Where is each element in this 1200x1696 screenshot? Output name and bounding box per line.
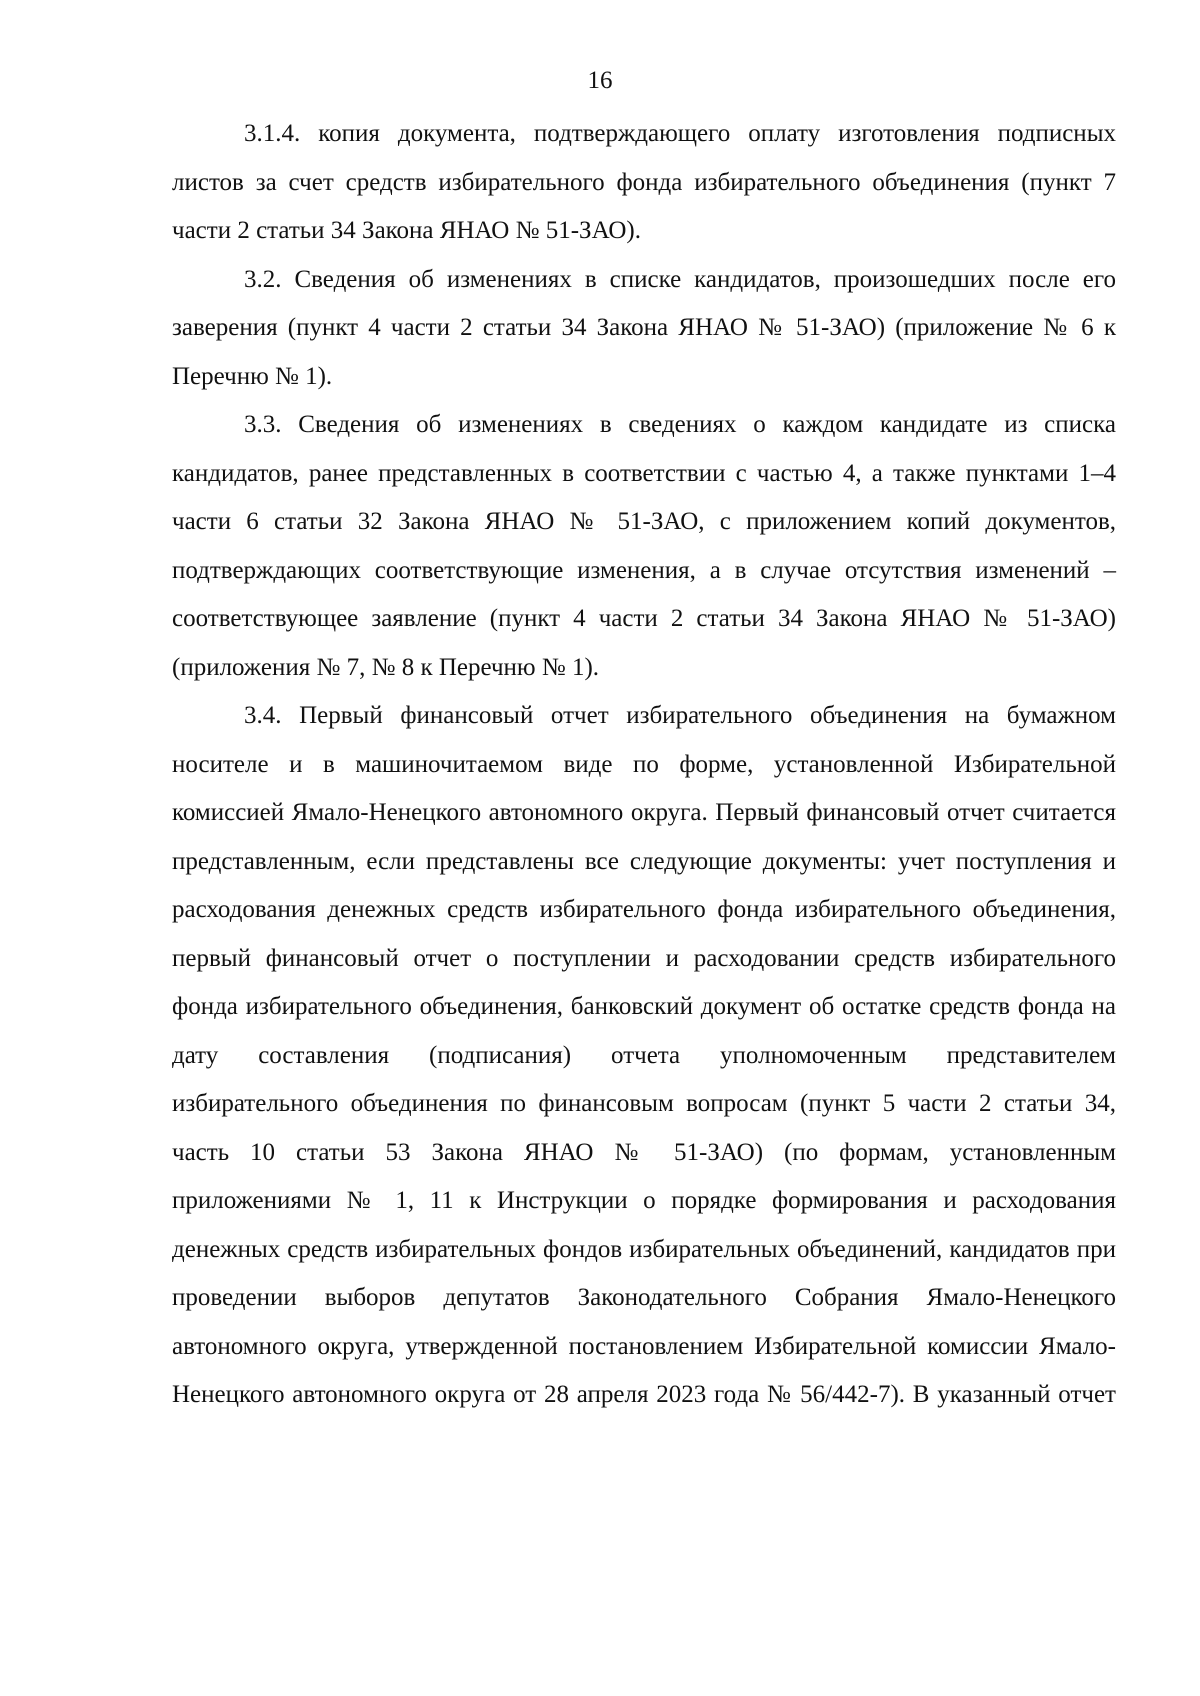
document-body bbox=[172, 110, 1116, 1420]
page-number: 16 bbox=[587, 67, 613, 94]
paragraph-3-4: 3.4. Первый финансовый отчет избирательного объединения на бумажном носителе и в машиночитаемом виде по форме, установленной Избирательной комиссией Ямало-Ненецкого автономного округа. Первый финансовый отчет считается представленным, если представлены все следующие документы: учет поступления и расходования денежных средств избирательного фонда избирательного объединения, первый финансовый отчет о поступлении и расходовании средств избирательного фонда избирательного объединения, банковский документ об остатке средств фонда на дату составления (подписания) отчета уполномоченным представителем избирательного объединения по финансовым вопросам (пункт 5 части 2 статьи 34, часть 10 статьи 53 Закона ЯНАО № 51-ЗАО) (по формам, установленным приложениями № 1, 11 к Инструкции о порядке формирования и расходования денежных средств избирательных фондов избирательных объединений, кандидатов при проведении выборов депутатов Законодательного Собрания Ямало-Ненецкого автономного округа, утвержденной постановлением Избирательной комиссии Ямало-Ненецкого автономного округа от 28 апреля 2023 года № 56/442-7). В указанный отчет bbox=[172, 702, 1116, 1408]
paragraph-3-2: 3.2. Сведения об изменениях в списке кандидатов, произошедших после его заверения (пункт 4 части 2 статьи 34 Закона ЯНАО № 51-ЗАО) (приложение № 6 к Перечню № 1). bbox=[172, 265, 1116, 390]
paragraph-3-3: 3.3. Сведения об изменениях в сведениях о каждом кандидате из списка кандидатов, ранее представленных в соответствии с частью 4, а также пунктами 1–4 части 6 статьи 32 Закона ЯНАО № 51-ЗАО, с приложением копий документов, подтверждающих соответствующие изменения, а в случае отсутствия изменений – соответствующее заявление (пункт 4 части 2 статьи 34 Закона ЯНАО № 51-ЗАО) (приложения № 7, № 8 к Перечню № 1). bbox=[172, 411, 1116, 681]
paragraph-3-1-4: 3.1.4. копия документа, подтверждающего оплату изготовления подписных листов за счет средств избирательного фонда избирательного объединения (пункт 7 части 2 статьи 34 Закона ЯНАО № 51-ЗАО). bbox=[172, 120, 1116, 244]
